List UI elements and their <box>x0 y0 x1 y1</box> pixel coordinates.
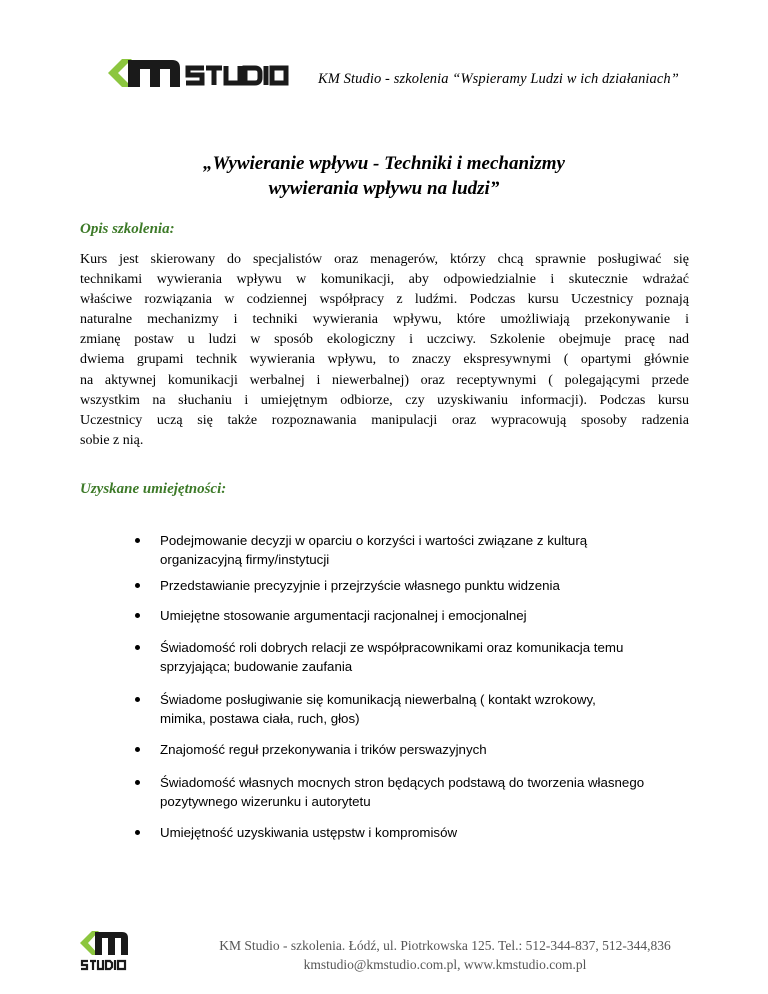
description-line: na aktywnej komunikacji werbalnej i niewerbalnej) oraz receptywnymi ( polegającymi przede <box>80 372 689 388</box>
bullet-icon <box>135 830 140 835</box>
description-line: zmianę postaw u ludzi w sposób ekologiczny i uczciwy. Szkolenie obejmuje pracę nad <box>80 332 689 348</box>
document-title <box>100 151 668 201</box>
header-tagline: KM Studio - szkolenia “Wspieramy Ludzi w ich działaniach” <box>318 71 679 87</box>
description-line: wszystkim na słuchaniu i umiejętnym odbiorze, czy uzyskiwaniu informacji). Podczas kursu <box>80 392 689 408</box>
footer-contact <box>195 936 695 974</box>
km-studio-footer-logo <box>80 929 130 978</box>
description-line: Kurs jest skierowany do specjalistów oraz menagerów, którzy chcą sprawnie posługiwać się <box>80 252 689 267</box>
km-studio-logo <box>108 58 290 93</box>
title-line-2: wywierania wpływu na ludzi” <box>268 178 500 199</box>
footer-email-website[interactable]: kmstudio@kmstudio.com.pl, www.kmstudio.com.pl <box>303 957 587 972</box>
description-line: naturalne mechanizmy i techniki wywierania wpływu, które umożliwiają przekonywanie i <box>80 312 689 328</box>
description-line: technikami wywierania wpływu w komunikacji, aby odpowiedzialnie i skutecznie wdrażać <box>80 272 689 288</box>
description-line: dwiema grupami technik wywierania wpływu, to znaczy ekspresywnymi ( opartymi głównie <box>80 352 689 368</box>
bullet-icon <box>135 780 140 785</box>
bullet-icon <box>135 583 140 588</box>
footer-address: KM Studio - szkolenia. Łódź, ul. Piotrkowska 125. Tel.: 512-344-837, 512-344,836 <box>219 938 671 953</box>
title-line-1: „Wywieranie wpływu - Techniki i mechanizmy <box>203 153 565 174</box>
bullet-icon <box>135 747 140 752</box>
description-line: sobie z nią. <box>80 432 144 448</box>
description-line: Uczestnicy uczą się także rozpoznawania manipulacji oraz wypracowują sposoby radzenia <box>80 412 689 428</box>
description-line: właściwe rozwiązania w codziennej współpracy z ludźmi. Podczas kursu Uczestnicy poznają <box>80 292 689 308</box>
bullet-icon <box>135 613 140 618</box>
bullet-icon <box>135 538 140 543</box>
bullet-icon <box>135 697 140 702</box>
skills-list: Podejmowanie decyzji w oparciu o korzyści i wartości związane z kulturą organizacyjną firmy/instytucji Przedstawianie precyzyjnie i przejrzyście własnego punktu widzenia Umiejętne stosowanie argumentacji racjonalnej i emocjonalnej Świadomość roli dobrych relacji ze współpracownikami oraz komunikacja temu sprzyjająca; budowanie zaufania Świadome posługiwanie się komunikacją niewerbalną ( kontakt wzrokowy, mimika, postawa ciała, ruch, głos) Znajomość reguł przekonywania i trików perswazyjnych Świadomość własnych mocnych stron będących podstawą do tworzenia własnego pozytywnego wizerunku i autorytetu Umiejętność uzyskiwania ustępstw i kompromisów <box>0 0 768 994</box>
uzyskane-heading: Uzyskane umiejętności: <box>80 481 227 497</box>
course-description <box>80 250 689 451</box>
opis-heading: Opis szkolenia: <box>80 221 175 237</box>
bullet-icon <box>135 645 140 650</box>
